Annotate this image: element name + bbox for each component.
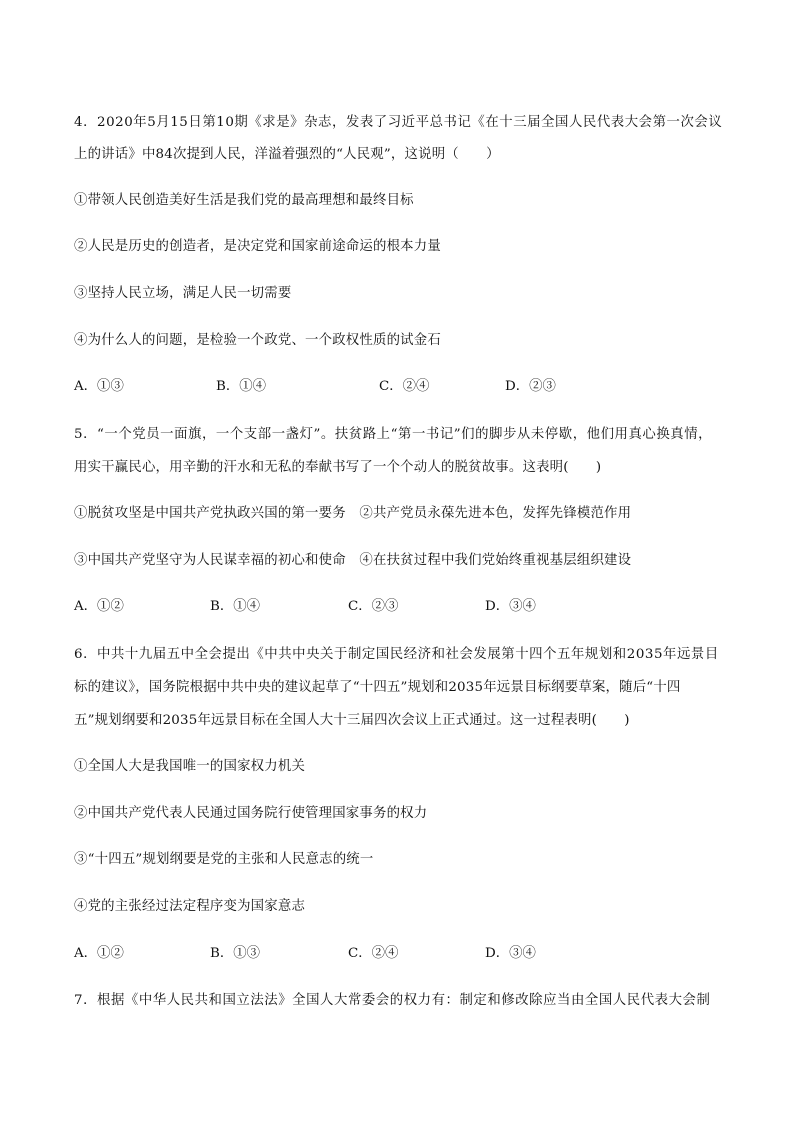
q5-option-d: D．③④ [485, 599, 536, 614]
q4-option-c: C．②④ [379, 379, 430, 394]
q5-stem-line-2: 用实干赢民心，用辛勤的汗水和无私的奉献书写了一个个动人的脱贫故事。这表明( ) [74, 460, 602, 475]
q7-stem-line-1: 7．根据《中华人民共和国立法法》全国人大常委会的权力有：制定和修改除应当由全国人民代表大会制 [74, 993, 711, 1008]
q4-option-a: A．①③ [74, 379, 124, 394]
q6-option-c: C．②④ [348, 946, 399, 961]
q4-option-d: D．②③ [505, 379, 556, 394]
q6-item-4: ④党的主张经过法定程序变为国家意志 [74, 899, 306, 914]
q5-items-line-2: ③中国共产党坚守为人民谋幸福的初心和使命 ④在扶贫过程中我们党始终重视基层组织建设 [74, 553, 632, 568]
q6-option-a: A．①② [74, 946, 124, 961]
q6-stem-line-2: 标的建议》，国务院根据中共中央的建议起草了“十四五”规划和2035年远景目标纲要草案，随后“十四 [74, 680, 681, 695]
q4-item-1: ①带领人民创造美好生活是我们党的最高理想和最终目标 [74, 193, 414, 208]
q4-item-4: ④为什么人的问题，是检验一个政党、一个政权性质的试金石 [74, 333, 441, 348]
q4-stem-line-1: 4．2020年5月15日第10期《求是》杂志，发表了习近平总书记《在十三届全国人民代表大会第一次会议 [74, 115, 723, 130]
q6-stem-line-1: 6．中共十九届五中全会提出《中共中央关于制定国民经济和社会发展第十四个五年规划和2035年远景目 [74, 647, 719, 662]
q6-option-b: B．①③ [210, 946, 261, 961]
q5-stem-line-1: 5．“一个党员一面旗，一个支部一盏灯”。扶贫路上“第一书记”们的脚步从未停歇，他们用真心换真情， [74, 427, 713, 442]
q5-option-c: C．②③ [348, 599, 399, 614]
q5-option-b: B．①④ [210, 599, 261, 614]
q4-item-3: ③坚持人民立场，满足人民一切需要 [74, 286, 292, 301]
q4-stem-line-2: 上的讲话》中84次提到人民，洋溢着强烈的“人民观”，这说明（ ） [74, 147, 500, 162]
q6-item-1: ①全国人大是我国唯一的国家权力机关 [74, 759, 306, 774]
q6-option-d: D．③④ [485, 946, 536, 961]
q6-item-3: ③“十四五”规划纲要是党的主张和人民意志的统一 [74, 852, 374, 867]
q4-option-b: B．①④ [216, 379, 267, 394]
q6-item-2: ②中国共产党代表人民通过国务院行使管理国家事务的权力 [74, 806, 428, 821]
q5-option-a: A．①② [74, 599, 124, 614]
q4-item-2: ②人民是历史的创造者，是决定党和国家前途命运的根本力量 [74, 239, 441, 254]
q5-items-line-1: ①脱贫攻坚是中国共产党执政兴国的第一要务 ②共产党员永葆先进本色，发挥先锋模范作用 [74, 506, 632, 521]
q6-stem-line-3: 五”规划纲要和2035年远景目标在全国人大十三届四次会议上正式通过。这一过程表明( ) [74, 713, 630, 728]
